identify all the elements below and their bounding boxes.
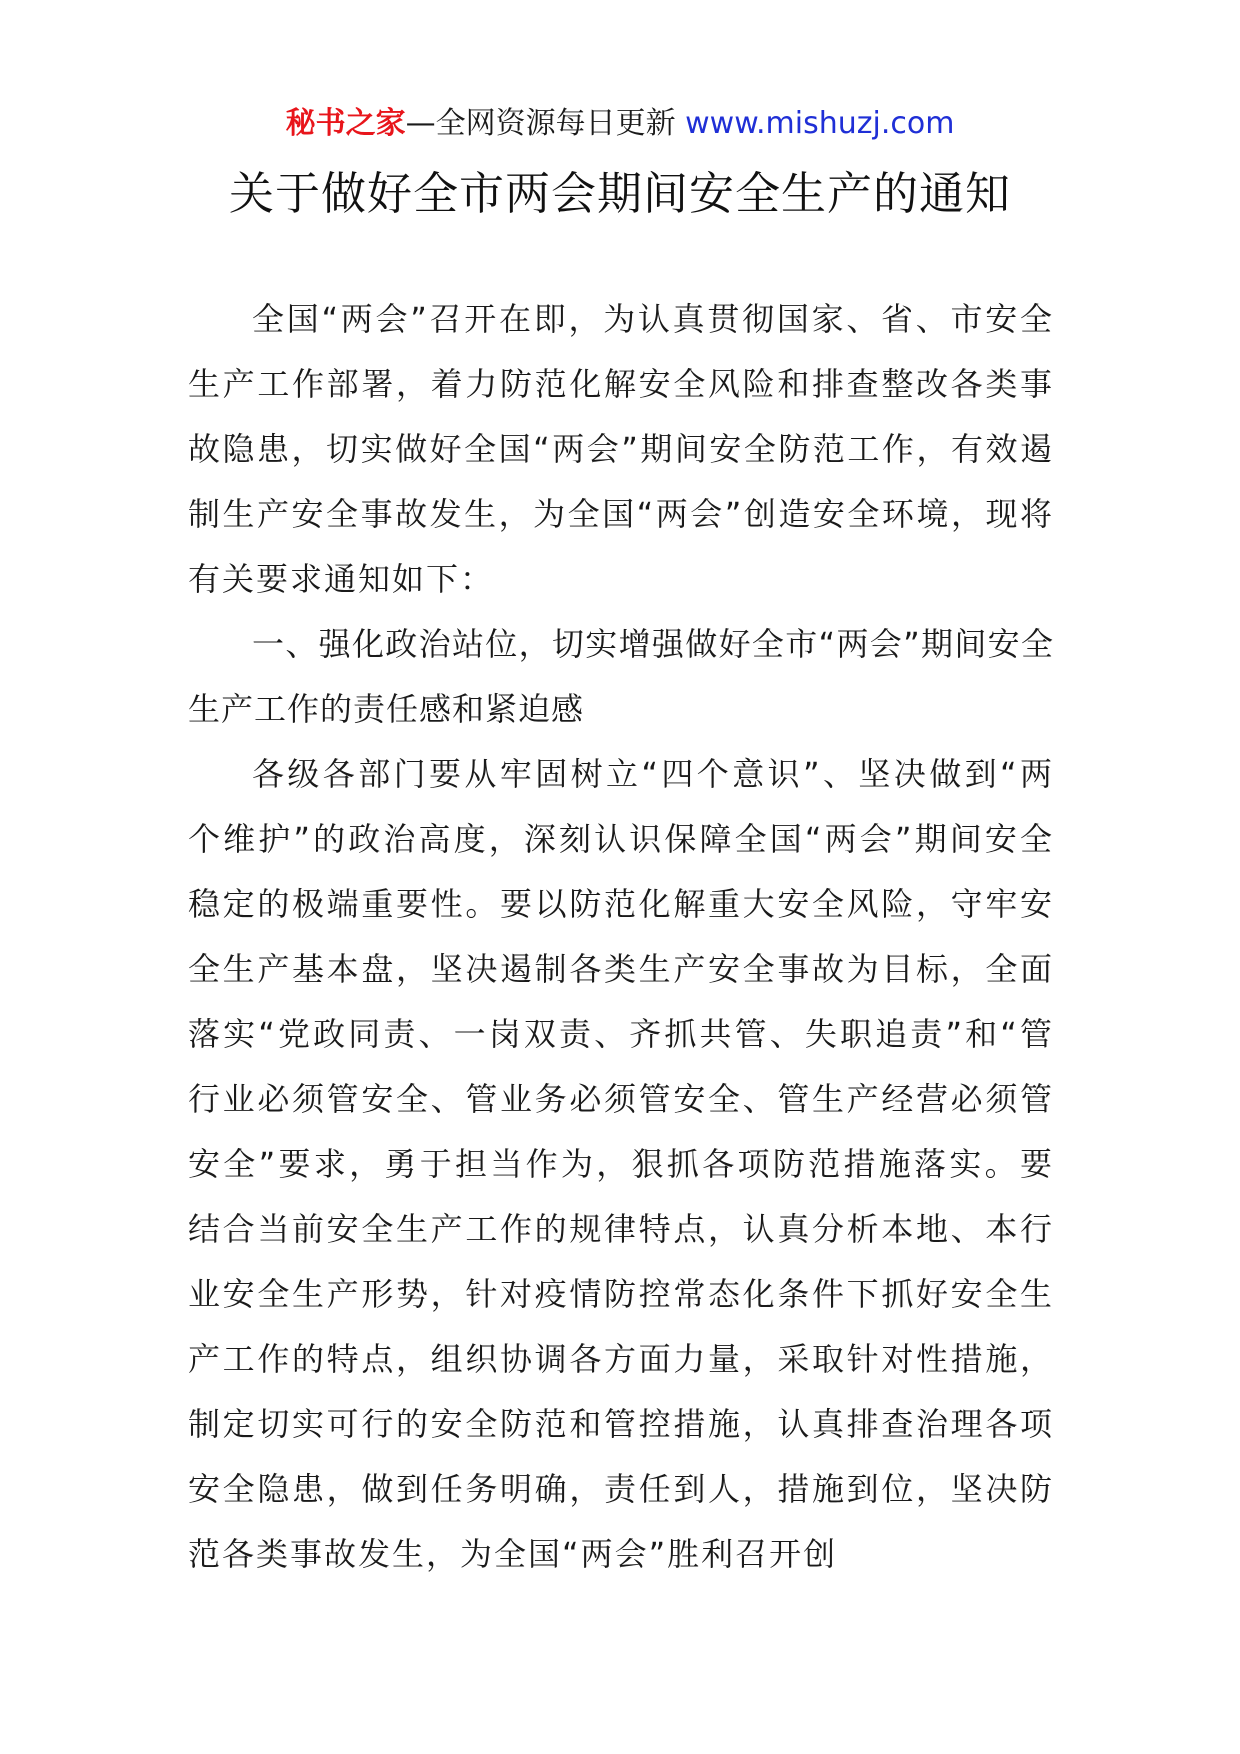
section-heading-1: 一、强化政治站位，切实增强做好全市“两会”期间安全生产工作的责任感和紧迫感 xyxy=(188,625,1054,728)
document-title: 关于做好全市两会期间安全生产的通知 xyxy=(228,167,1011,220)
section-1-paragraph: 各级各部门要从牢固树立“四个意识”、坚决做到“两个维护”的政治高度，深刻认识保障全国“两会”期间安全稳定的极端重要性。要以防范化解重大安全风险，守牢安全生产基本盘，坚决遏制各类生产安全事故为目标，全面落实“党政同责、一岗双责、齐抓共管、失职追责”和“管行业必须管安全、管业务必须管安全、管生产经营必须管安全”要求，勇于担当作为，狠抓各项防范措施落实。要结合当前安全生产工作的规律特点，认真分析本地、本行业安全生产形势，针对疫情防控常态化条件下抓好安全生产工作的特点，组织协调各方面力量，采取针对性措施，制定切实可行的安全防范和管控措施，认真排查治理各项安全隐患，做到任务明确，责任到人，措施到位，坚决防范各类事故发生，为全国“两会”胜利召开创 xyxy=(188,755,1054,1573)
document-body xyxy=(188,287,1054,1587)
banner-tagline: —全网资源每日更新 xyxy=(405,106,676,141)
site-url-link[interactable]: www.mishuzj.com xyxy=(685,106,955,141)
intro-paragraph: 全国“两会”召开在即，为认真贯彻国家、省、市安全生产工作部署，着力防范化解安全风险和排查整改各类事故隐患，切实做好全国“两会”期间安全防范工作，有效遏制生产安全事故发生，为全国“两会”创造安全环境，现将有关要求通知如下： xyxy=(188,300,1054,598)
site-banner xyxy=(0,104,1240,144)
brand-name: 秘书之家 xyxy=(285,106,406,141)
